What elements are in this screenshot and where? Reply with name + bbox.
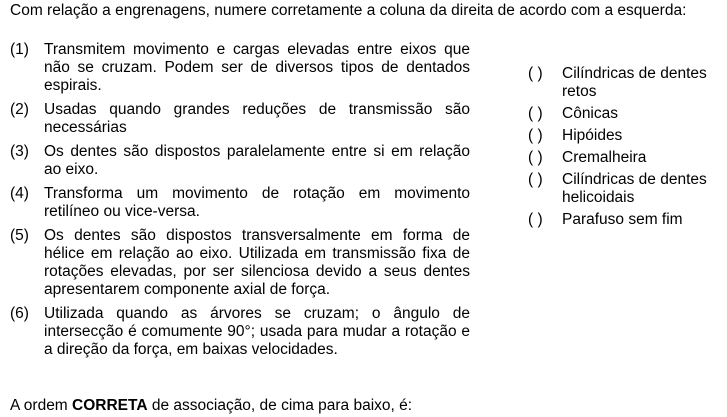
item-text: Os dentes são dispostos transversalmente em forma de hélice em relação ao eixo. Utilizada em transmissão fixa de rotações elevadas, por ser silenciosa devido a seus dentes apresentarem componente axial de força. [44, 227, 470, 298]
item-text: Os dentes são dispostos paralelamente entre si em relação ao eixo. [44, 143, 470, 178]
left-column [10, 41, 470, 365]
left-item-4 [10, 185, 470, 221]
question-intro: Com relação a engrenagens, numere corretamente a coluna da direita de acordo com a esquerda: [10, 2, 687, 19]
item-text: Transmitem movimento e cargas elevadas entre eixos que não se cruzam. Podem ser de diversos tipos de dentados espirais. [44, 41, 470, 94]
item-number: (1) [10, 41, 29, 58]
answer-blank: ( ) [528, 65, 543, 82]
left-item-5 [10, 227, 470, 299]
right-column [528, 65, 723, 233]
right-item-1 [528, 65, 723, 101]
answer-blank: ( ) [528, 171, 543, 188]
item-number: (2) [10, 101, 29, 118]
item-number: (3) [10, 143, 29, 160]
right-item-5 [528, 171, 723, 207]
item-text: Utilizada quando as árvores se cruzam; o ângulo de intersecção é comumente 90°; usada para mudar a rotação e a direção da força, em baixas velocidades. [44, 305, 470, 358]
right-item-3 [528, 127, 723, 145]
item-text: Transforma um movimento de rotação em movimento retilíneo ou vice-versa. [44, 185, 470, 220]
item-number: (4) [10, 185, 29, 202]
option-text: Cônicas [562, 105, 618, 122]
right-item-6 [528, 211, 723, 229]
left-item-1 [10, 41, 470, 95]
answer-blank: ( ) [528, 105, 543, 122]
right-item-4 [528, 149, 723, 167]
left-item-2 [10, 101, 470, 137]
item-number: (6) [10, 305, 29, 322]
item-text: Usadas quando grandes reduções de transmissão são necessárias [44, 101, 470, 136]
right-item-2 [528, 105, 723, 123]
answer-blank: ( ) [528, 127, 543, 144]
answer-blank: ( ) [528, 211, 543, 228]
option-text: Parafuso sem fim [562, 211, 683, 228]
prompt-emphasis: CORRETA [72, 397, 148, 414]
option-text: Hipóides [562, 127, 623, 144]
item-number: (5) [10, 227, 29, 244]
prompt-before: A ordem [10, 397, 73, 414]
left-item-3 [10, 143, 470, 179]
option-text: Cremalheira [562, 149, 647, 166]
option-text: Cilíndricas de dentes helicoidais [562, 171, 707, 206]
question-prompt [10, 397, 412, 415]
left-item-6 [10, 305, 470, 359]
option-text: Cilíndricas de dentes retos [562, 65, 707, 100]
answer-blank: ( ) [528, 149, 543, 166]
prompt-after: de associação, de cima para baixo, é: [147, 397, 413, 414]
